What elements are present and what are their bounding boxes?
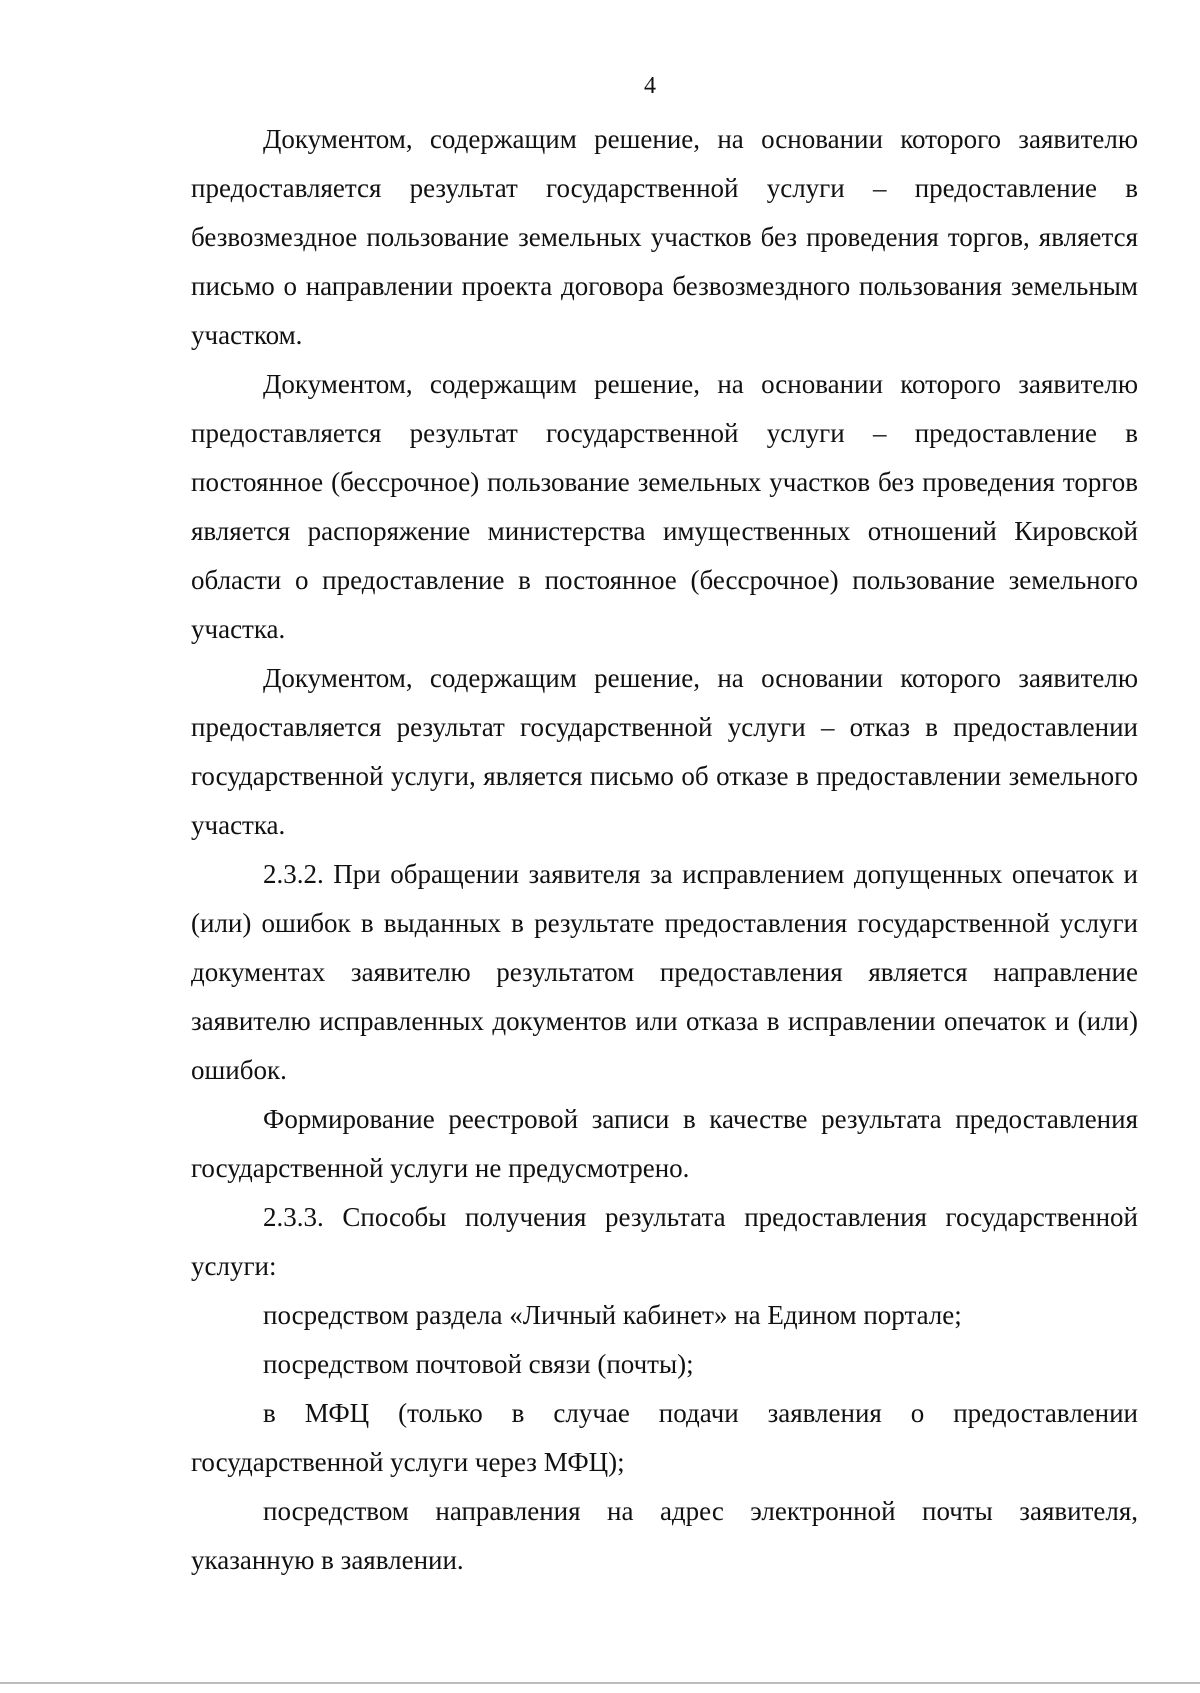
paragraph-2-3-2-corrections: 2.3.2. При обращении заявителя за исправлением допущенных опечаток и (или) ошибок в выданных в результате предоставления государственной услуги документах заявителю результатом предоставления является направление заявителю исправленных документов или отказа в исправлении опечаток и (или) ошибок.	[191, 859, 1138, 1085]
scan-bottom-edge	[0, 1682, 1200, 1684]
page-number: 4	[644, 73, 656, 99]
paragraph-2-3-3-methods: 2.3.3. Способы получения результата предоставления государственной услуги:	[191, 1202, 1138, 1281]
paragraph-refusal-decision: Документом, содержащим решение, на основании которого заявителю предоставляется результат государственной услуги – отказ в предоставлении государственной услуги, является письмо об отказе в предоставлении земельного участка.	[191, 663, 1138, 840]
method-email: посредством направления на адрес электронной почты заявителя, указанную в заявлении.	[191, 1496, 1138, 1575]
method-personal-account: посредством раздела «Личный кабинет» на Едином портале;	[263, 1300, 962, 1330]
paragraph-free-use-decision: Документом, содержащим решение, на основании которого заявителю предоставляется результат государственной услуги – предоставление в безвозмездное пользование земельных участков без проведения торгов, является письмо о направлении проекта договора безвозмездного пользования земельным участком.	[191, 124, 1138, 350]
method-mfc: в МФЦ (только в случае подачи заявления о предоставлении государственной услуги через МФЦ);	[191, 1398, 1138, 1477]
method-postal: посредством почтовой связи (почты);	[263, 1349, 694, 1379]
paragraph-permanent-use-decision: Документом, содержащим решение, на основании которого заявителю предоставляется результат государственной услуги – предоставление в постоянное (бессрочное) пользование земельных участков без проведения торгов является распоряжение министерства имущественных отношений Кировской области о предоставление в постоянное (бессрочное) пользование земельного участка.	[191, 369, 1138, 644]
paragraph-registry-record: Формирование реестровой записи в качестве результата предоставления государственной услуги не предусмотрено.	[191, 1104, 1138, 1183]
document-body	[191, 115, 1138, 1585]
